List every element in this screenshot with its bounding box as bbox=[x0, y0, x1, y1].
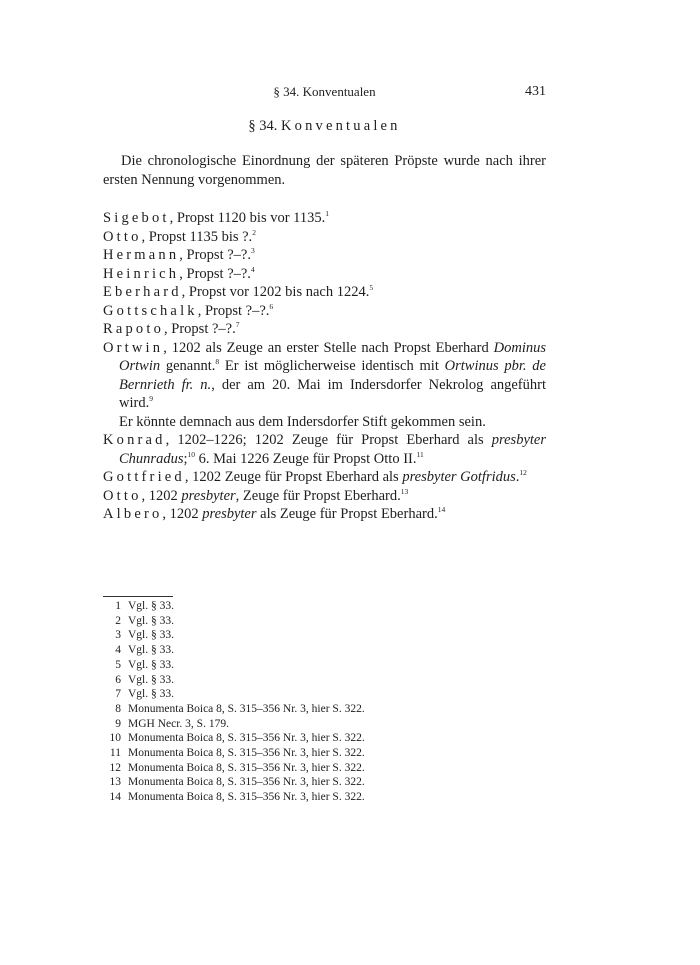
footnote-ref: 6 bbox=[269, 301, 274, 311]
footnote-item bbox=[103, 717, 546, 732]
footnote-ref: 10 bbox=[187, 449, 195, 459]
entry-text: , 1202 bbox=[141, 487, 182, 504]
footnote-text: Monumenta Boica 8, S. 315–356 Nr. 3, hier S. 322. bbox=[128, 732, 365, 745]
entry-text: genannt. bbox=[160, 358, 216, 374]
footnotes bbox=[103, 599, 546, 805]
footnote-ref: 4 bbox=[250, 264, 255, 274]
entry-continuation: Er könnte demnach aus dem Indersdorfer Stift gekommen sein. bbox=[119, 413, 486, 430]
entry-text: ; bbox=[183, 450, 188, 467]
entry-latin-quote: Dominus Ortwin bbox=[119, 339, 546, 374]
list-item bbox=[103, 265, 546, 284]
entry-name: Sigebot bbox=[103, 210, 170, 226]
footnote-item bbox=[103, 731, 546, 746]
entry-text: , Propst 1120 bis vor 1135. bbox=[169, 210, 326, 226]
page-number: 431 bbox=[525, 84, 546, 99]
entry-text: , Propst ?–?. bbox=[164, 321, 236, 337]
list-item bbox=[103, 431, 546, 468]
list-item bbox=[103, 339, 546, 432]
footnote-text: Vgl. § 33. bbox=[128, 688, 174, 701]
footnote-number: 9 bbox=[115, 717, 121, 730]
footnote-item bbox=[103, 643, 546, 658]
list-item bbox=[103, 302, 546, 321]
entry-text: Er ist möglicherweise identisch mit bbox=[219, 358, 445, 374]
entry-name: Heinrich bbox=[103, 265, 180, 282]
entry-text: 6. Mai 1226 Zeuge für Propst Otto II. bbox=[195, 450, 417, 467]
footnote-number: 8 bbox=[115, 702, 121, 715]
list-item bbox=[103, 246, 546, 265]
list-item bbox=[103, 320, 546, 339]
footnote-number: 5 bbox=[115, 658, 121, 671]
entry-name: Hermann bbox=[103, 247, 180, 263]
running-title: § 34. Konventualen bbox=[273, 84, 376, 99]
entry-latin-quote: presbyter bbox=[181, 487, 236, 504]
footnote-ref: 11 bbox=[416, 449, 424, 459]
footnote-text: Monumenta Boica 8, S. 315–356 Nr. 3, hier S. 322. bbox=[128, 791, 365, 804]
footnote-text: Vgl. § 33. bbox=[128, 673, 174, 686]
entry-text: als Zeuge für Propst Eberhard. bbox=[256, 506, 438, 522]
entry-text: , 1202 als Zeuge an erster Stelle nach Propst Eberhard bbox=[163, 339, 494, 356]
footnote-text: Vgl. § 33. bbox=[128, 614, 174, 627]
footnote-text: Vgl. § 33. bbox=[128, 644, 174, 657]
entry-latin-quote: presbyter Gotfridus bbox=[402, 469, 516, 485]
footnote-ref: 13 bbox=[400, 486, 409, 496]
footnote-text: Monumenta Boica 8, S. 315–356 Nr. 3, hier S. 322. bbox=[128, 702, 365, 715]
entry-latin-quote: presbyter Chunradus bbox=[119, 432, 546, 467]
entry-name: Eberhard bbox=[103, 284, 182, 300]
entry-text: , Propst 1135 bis ?. bbox=[141, 228, 253, 245]
footnote-item bbox=[103, 673, 546, 688]
footnote-ref: 14 bbox=[437, 505, 446, 515]
section-heading bbox=[103, 118, 546, 135]
footnote-number: 3 bbox=[115, 629, 121, 642]
footnote-number: 1 bbox=[115, 600, 121, 612]
list-item bbox=[103, 283, 546, 302]
section-heading-text: Konventualen bbox=[281, 118, 401, 134]
footnote-ref: 1 bbox=[325, 209, 330, 219]
running-head bbox=[103, 84, 546, 104]
entry-name: Ortwin bbox=[103, 339, 164, 356]
entry-latin-quote: presbyter bbox=[202, 506, 257, 522]
footnote-number: 12 bbox=[109, 761, 121, 774]
footnote-text: Monumenta Boica 8, S. 315–356 Nr. 3, hier S. 322. bbox=[128, 747, 365, 760]
entry-text: , der am 20. Mai im Indersdorfer Nekrolog angeführt wird. bbox=[119, 376, 546, 411]
entry-text: , Propst ?–?. bbox=[179, 265, 251, 282]
entry-text: , Propst vor 1202 bis nach 1224. bbox=[181, 284, 370, 300]
entry-name: Albero bbox=[103, 506, 163, 522]
footnote-item bbox=[103, 628, 546, 643]
entry-text: , 1202 Zeuge für Propst Eberhard als bbox=[184, 469, 403, 485]
footnote-number: 4 bbox=[115, 644, 121, 657]
footnote-number: 2 bbox=[115, 614, 121, 627]
footnote-item bbox=[103, 702, 546, 717]
list-item bbox=[103, 228, 546, 247]
entry-text: , 1202–1226; 1202 Zeuge für Propst Eberhard als bbox=[165, 432, 492, 448]
footnote-ref: 8 bbox=[215, 357, 220, 367]
footnote-number: 7 bbox=[115, 688, 121, 701]
entry-name: Gottschalk bbox=[103, 302, 198, 319]
footnote-item bbox=[103, 658, 546, 673]
entry-name: Konrad bbox=[103, 432, 166, 448]
list-item bbox=[103, 209, 546, 228]
footnote-item bbox=[103, 746, 546, 761]
footnote-text: MGH Necr. 3, S. 179. bbox=[128, 717, 229, 730]
footnote-text: Monumenta Boica 8, S. 315–356 Nr. 3, hier S. 322. bbox=[128, 776, 365, 789]
footnote-number: 13 bbox=[109, 776, 121, 789]
footnote-divider bbox=[103, 596, 173, 597]
footnote-ref: 5 bbox=[369, 283, 374, 293]
footnote-ref: 7 bbox=[235, 320, 240, 330]
entry-text: , Propst ?–?. bbox=[197, 302, 270, 319]
footnote-text: Vgl. § 33. bbox=[128, 629, 174, 642]
footnote-text: Vgl. § 33. bbox=[128, 658, 174, 671]
footnote-item bbox=[103, 687, 546, 702]
provost-list bbox=[103, 209, 546, 524]
footnote-ref: 2 bbox=[252, 227, 256, 237]
list-item bbox=[103, 487, 546, 506]
footnote-number: 10 bbox=[109, 732, 121, 745]
footnote-text: Vgl. § 33. bbox=[128, 600, 174, 612]
entry-name: Gottfried bbox=[103, 469, 185, 485]
footnote-ref: 12 bbox=[519, 468, 527, 478]
section-heading-prefix: § 34. bbox=[248, 118, 278, 134]
footnote-ref: 9 bbox=[149, 394, 153, 404]
entry-name: Otto bbox=[103, 487, 142, 504]
entry-text: . bbox=[515, 469, 520, 485]
footnote-text: Monumenta Boica 8, S. 315–356 Nr. 3, hier S. 322. bbox=[128, 761, 365, 774]
footnote-item bbox=[103, 761, 546, 776]
list-item bbox=[103, 505, 546, 524]
entry-name: Rapoto bbox=[103, 321, 165, 337]
entry-text: , 1202 bbox=[162, 506, 203, 522]
entry-name: Otto bbox=[103, 228, 142, 245]
footnote-number: 6 bbox=[115, 673, 121, 686]
footnote-item bbox=[103, 614, 546, 629]
footnote-number: 11 bbox=[109, 747, 121, 760]
entry-text: , Zeuge für Propst Eberhard. bbox=[235, 487, 401, 504]
footnote-ref: 3 bbox=[250, 246, 255, 256]
footnote-item bbox=[103, 599, 546, 614]
footnote-number: 14 bbox=[109, 791, 121, 804]
footnote-item bbox=[103, 775, 546, 790]
entry-latin-quote: Ortwinus pbr. de Bernrieth fr. n. bbox=[119, 358, 546, 393]
footnote-item bbox=[103, 790, 546, 805]
intro-paragraph: Die chronologische Einordnung der späteren Pröpste wurde nach ihrer ersten Nennung vorgenommen. bbox=[103, 153, 546, 188]
entry-text: , Propst ?–?. bbox=[179, 247, 251, 263]
list-item bbox=[103, 468, 546, 487]
